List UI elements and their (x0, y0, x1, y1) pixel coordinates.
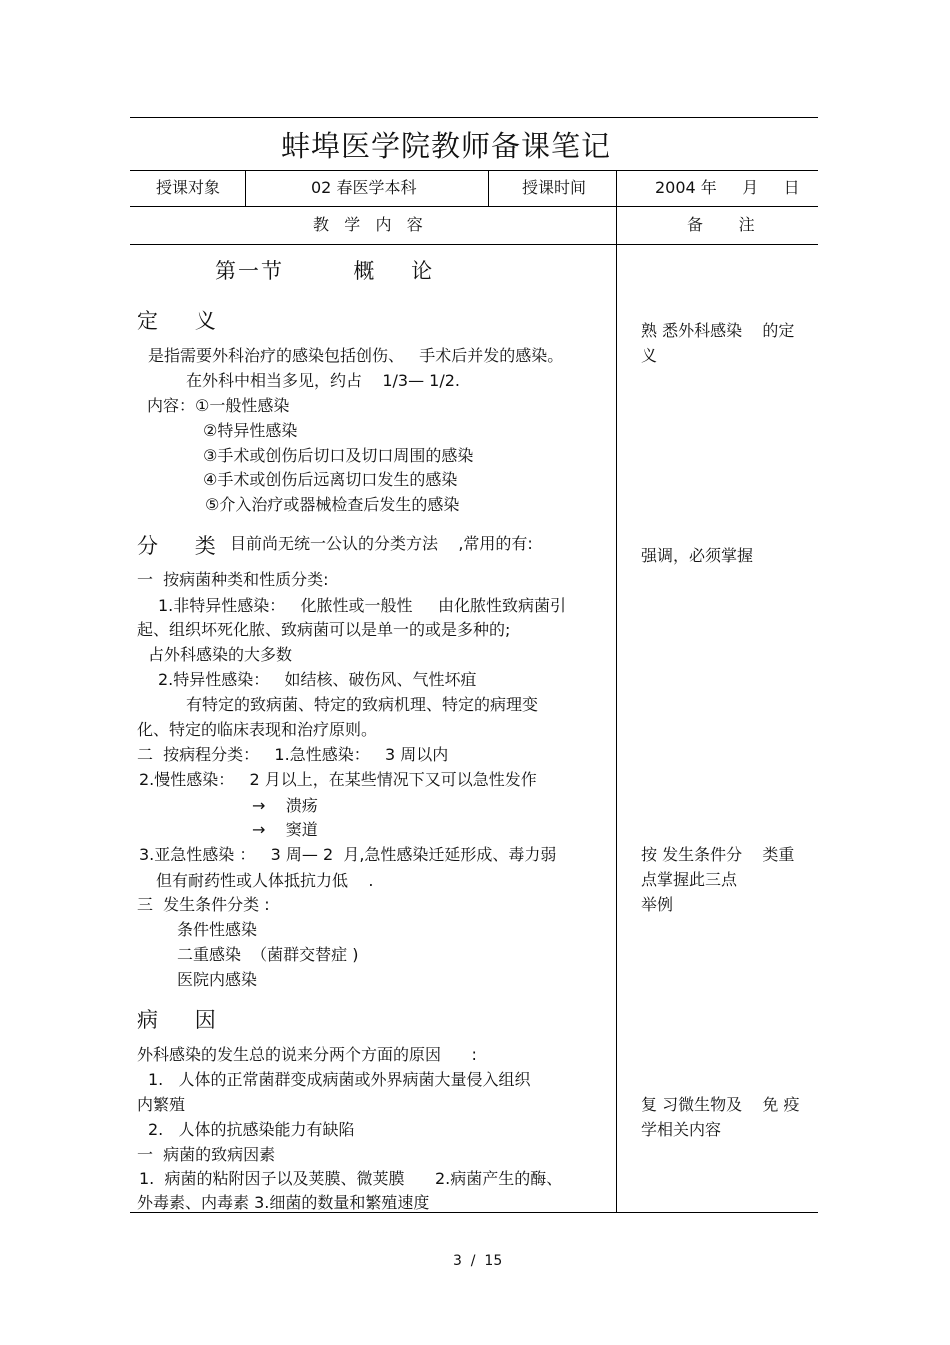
title-row-divider (130, 170, 818, 171)
classification-line: 有特定的致病菌、特定的致病机理、特定的病理变 (186, 695, 539, 714)
column-divider (616, 170, 617, 1212)
classification-line: 一 按病菌种类和性质分类: (137, 570, 329, 589)
etiology-line: 1. 人体的正常菌群变成病菌或外界病菌大量侵入组织 (148, 1070, 531, 1089)
note-definition: 熟 悉外科感染 的定 (641, 321, 795, 340)
info-divider-1 (245, 170, 246, 206)
etiology-line: 外毒素、内毒素 3.细菌的数量和繁殖速度 (137, 1193, 430, 1212)
etiology-line: 一 病菌的致病因素 (137, 1145, 276, 1164)
note-etiology: 学相关内容 (641, 1120, 722, 1139)
classification-line: 条件性感染 (177, 920, 258, 939)
definition-line: ②特异性感染 (203, 421, 298, 440)
classification-line: 但有耐药性或人体抵抗力低 . (156, 871, 374, 890)
page-title: 蚌埠医学院教师备课笔记 (281, 129, 612, 163)
classification-line: 三 发生条件分类 : (137, 895, 270, 914)
classification-line: 1.非特异性感染： 化脓性或一般性 由化脓性致病菌引 (158, 596, 566, 615)
definition-line: ⑤介入治疗或器械检查后发生的感染 (205, 495, 460, 514)
classification-line: 起、组织坏死化脓、致病菌可以是单一的或是多种的; (137, 620, 511, 639)
note-classification: 强调，必须掌握 (641, 546, 754, 565)
classification-line: 医院内感染 (177, 970, 258, 989)
note-conditions: 举例 (641, 895, 674, 914)
classification-line: 二重感染 （菌群交替症 ) (177, 945, 359, 964)
subject-label: 授课对象 (156, 178, 221, 197)
classification-line: → 窦道 (252, 820, 318, 839)
definition-line: 在外科中相当多见，约占 1/3— 1/2. (186, 371, 461, 390)
etiology-heading: 病 因 (137, 1008, 218, 1032)
section-title: 第一节 概 论 (215, 259, 435, 283)
etiology-line: 2. 人体的抗感染能力有缺陷 (148, 1120, 355, 1139)
note-definition: 义 (641, 346, 658, 365)
etiology-line: 1. 病菌的粘附因子以及荚膜、微荚膜 2.病菌产生的酶、 (139, 1169, 563, 1188)
time-label: 授课时间 (522, 178, 587, 197)
classification-line: 2.慢性感染： 2 月以上，在某些情况下又可以急性发作 (139, 770, 537, 789)
definition-line: ④手术或创伤后远离切口发生的感染 (203, 470, 458, 489)
classification-line: 2.特异性感染： 如结核、破伤风、气性坏疽 (158, 670, 477, 689)
classification-intro: 目前尚无统一公认的分类方法 ,常用的有: (230, 534, 533, 553)
definition-line: 是指需要外科治疗的感染包括创伤、 手术后并发的感染。 (148, 346, 564, 365)
info-divider-2 (488, 170, 489, 206)
etiology-line: 外科感染的发生总的说来分两个方面的原因 : (137, 1045, 477, 1064)
time-value: 2004 年 月 日 (655, 178, 800, 197)
classification-line: 化、特定的临床表现和治疗原则。 (137, 720, 378, 739)
classification-line: 3.亚急性感染 ： 3 周— 2 月,急性感染迁延形成、毒力弱 (139, 845, 557, 864)
note-etiology: 复 习微生物及 免 疫 (641, 1095, 800, 1114)
definition-line: ③手术或创伤后切口及切口周围的感染 (203, 446, 474, 465)
table-top-border (130, 117, 818, 118)
definition-heading: 定 义 (137, 309, 218, 333)
definition-line: 内容：①一般性感染 (147, 396, 290, 415)
classification-line: 二 按病程分类： 1.急性感染： 3 周以内 (137, 745, 449, 764)
classification-heading: 分 类 (137, 534, 218, 558)
subject-value: 02 春医学本科 (311, 178, 417, 197)
page-number: 3 / 15 (453, 1253, 503, 1269)
notes-column-header: 备 注 (687, 215, 755, 234)
etiology-line: 内繁殖 (137, 1095, 186, 1114)
content-column-header: 教 学 内 容 (313, 215, 423, 234)
classification-line: → 溃疡 (252, 796, 318, 815)
info-row-divider (130, 206, 818, 207)
header-row-divider (130, 244, 818, 245)
note-conditions: 按 发生条件分 类重 (641, 845, 795, 864)
note-conditions: 点掌握此三点 (641, 870, 738, 889)
classification-line: 占外科感染的大多数 (148, 645, 293, 664)
